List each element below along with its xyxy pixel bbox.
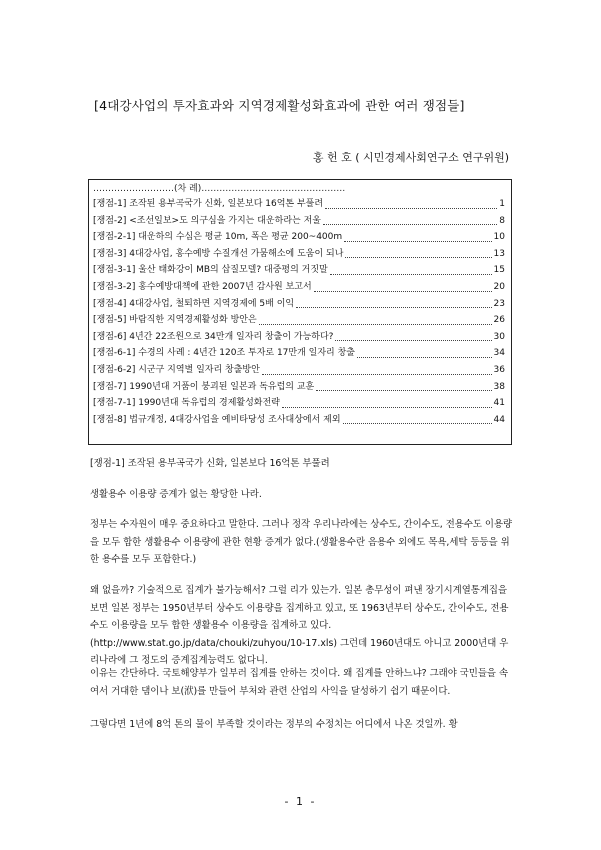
toc-item-page: 38 xyxy=(493,381,505,392)
toc-item-page: 30 xyxy=(493,331,505,342)
toc-item[interactable] xyxy=(93,329,505,346)
toc-item-page: 8 xyxy=(499,215,505,226)
toc-item[interactable] xyxy=(93,412,505,429)
page-number: - 1 - xyxy=(284,795,317,808)
toc-item-label: [쟁점-4] 4대강사업, 철퇴하면 지역경제에 5배 이익 xyxy=(93,298,295,309)
toc-item-label: [쟁점-2] <조선일보>도 의구심을 가지는 대운하라는 저울 xyxy=(93,215,321,226)
toc-item[interactable] xyxy=(93,246,505,263)
body-paragraph: 그렇다면 1년에 8억 톤의 물이 부족할 것이라는 정부의 수정치는 어디에서 나온 것일까. 황 xyxy=(90,719,458,730)
toc-leader-dots xyxy=(357,356,492,358)
toc-item-page: 15 xyxy=(493,265,505,276)
toc-item-label: [쟁점-6-1] 수경의 사례 : 4년간 120조 투자로 17만개 일자리 창출 xyxy=(93,348,355,359)
toc-leader-dots xyxy=(316,389,491,391)
toc-item-page: 20 xyxy=(493,281,505,292)
section-subheading: 생활용수 이용량 증계가 없는 황당한 나라. xyxy=(90,489,262,500)
toc-leader-dots xyxy=(335,339,491,341)
toc-item[interactable] xyxy=(93,229,505,246)
toc-item[interactable] xyxy=(93,345,505,362)
toc-item-label: [쟁점-3-1] 울산 태화강이 MB의 삽질모델? 대중평의 거짓말 xyxy=(93,265,328,276)
toc-leader-dots xyxy=(314,290,492,292)
toc-header: ………………………(차 례)………………………………………… xyxy=(93,184,346,194)
toc-leader-dots xyxy=(296,306,491,308)
toc-item-label: [쟁점-2-1] 대운하의 수심은 평균 10m, 폭은 평균 200~400m xyxy=(93,232,343,243)
toc-item[interactable] xyxy=(93,213,505,230)
toc-item-label: [쟁점-7] 1990년대 거품이 붕괴된 일본과 독유럽의 교훈 xyxy=(93,381,315,392)
toc-item[interactable] xyxy=(93,262,505,279)
section-heading: [쟁점-1] 조작된 용부곡국가 신화, 일본보다 16억톤 부풀려 xyxy=(90,458,330,469)
toc-item[interactable] xyxy=(93,379,505,396)
toc-leader-dots xyxy=(262,373,492,375)
toc-list xyxy=(93,196,505,428)
toc-leader-dots xyxy=(282,406,492,408)
toc-item-label: [쟁점-5] 바람직한 지역경제활성화 방안은 xyxy=(93,315,257,326)
toc-item-page: 36 xyxy=(493,364,505,375)
toc-item-page: 41 xyxy=(493,398,505,409)
toc-leader-dots xyxy=(259,323,492,325)
toc-item-page: 13 xyxy=(493,248,505,259)
toc-item-page: 10 xyxy=(493,232,505,243)
toc-leader-dots xyxy=(323,223,497,225)
toc-item-label: [쟁점-6-2] 시군구 지역별 일자리 창출방안 xyxy=(93,364,260,375)
toc-item-label: [쟁점-6] 4년간 22조원으로 34만개 일자리 창출이 가능하다? xyxy=(93,331,334,342)
toc-item[interactable] xyxy=(93,312,505,329)
toc-item-page: 44 xyxy=(493,414,505,425)
toc-item-page: 34 xyxy=(493,348,505,359)
toc-item-label: [쟁점-3-2] 홍수예방대책에 관한 2007년 감사원 보고서 xyxy=(93,281,312,292)
toc-item-label: [쟁점-1] 조작된 용부곡국가 신화, 일본보다 16억톤 부풀려 xyxy=(93,199,324,209)
toc-item-label: [쟁점-7-1] 1990년대 독유럽의 경제활성화전략 xyxy=(93,398,280,409)
toc-leader-dots xyxy=(345,256,491,258)
toc-leader-dots xyxy=(325,207,497,209)
toc-item[interactable] xyxy=(93,395,505,412)
author-line: 홍 헌 호 ( 시민경제사회연구소 연구위원) xyxy=(312,151,509,164)
toc-item[interactable] xyxy=(93,362,505,379)
toc-item-label: [쟁점-8] 법규개정, 4대강사업을 예비타당성 조사대상에서 제외 xyxy=(93,414,341,425)
toc-leader-dots xyxy=(330,273,492,275)
toc-item[interactable] xyxy=(93,279,505,296)
body-paragraph: 왜 없을까? 기술적으로 집계가 불가능해서? 그럴 리가 있는가. 일본 총무성이 펴낸 장기시계열통계집을 보면 일본 정부는 1950년부터 상수도 이용량을 집계하고 있고, 또 1963년부터 상수도, 간이수도, 전용수도 이용량을 모두 합한 생활용수 이용량을 집계하고 있다. (http://www.stat.go.jp/data/chouki/zuhyou/10-17.xls) 그런데 1960년대도 아니고 2000년대 우리나라에 그 정도의 증계집계능력도 없다니. xyxy=(90,585,509,666)
body-paragraph: 정부는 수자원이 매우 중요하다고 말한다. 그러나 정작 우리나라에는 상수도, 간이수도, 전용수도 이용량을 모두 합한 생활용수 이용량에 관한 현황 증계가 없다.(생활용수란 음용수 외에도 목욕,세탁 등등을 위한 용수를 모두 포함한다.) xyxy=(90,519,513,565)
toc-item-page: 23 xyxy=(493,298,505,309)
toc-item[interactable] xyxy=(93,196,505,213)
document-title: [4대강사업의 투자효과와 지역경제활성화효과에 관한 여러 쟁점들] xyxy=(94,98,465,113)
toc-item-page: 1 xyxy=(499,199,505,209)
toc-item-label: [쟁점-3] 4대강사업, 홍수예방 수질개선 가뭄해소에 도움이 되나 xyxy=(93,248,344,259)
toc-item[interactable] xyxy=(93,296,505,313)
toc-leader-dots xyxy=(344,240,491,242)
toc-leader-dots xyxy=(343,422,492,424)
body-paragraph: 이유는 간단하다. 국토해양부가 일부러 집계를 안하는 것이다. 왜 집계를 안하느냐? 그래야 국민들을 속여서 거대한 댐이나 보(洑)를 만들어 부처와 관련 산업의 사익을 달성하기 쉽기 때문이다. xyxy=(90,668,509,697)
toc-item-page: 26 xyxy=(493,315,505,326)
table-of-contents xyxy=(88,179,512,445)
